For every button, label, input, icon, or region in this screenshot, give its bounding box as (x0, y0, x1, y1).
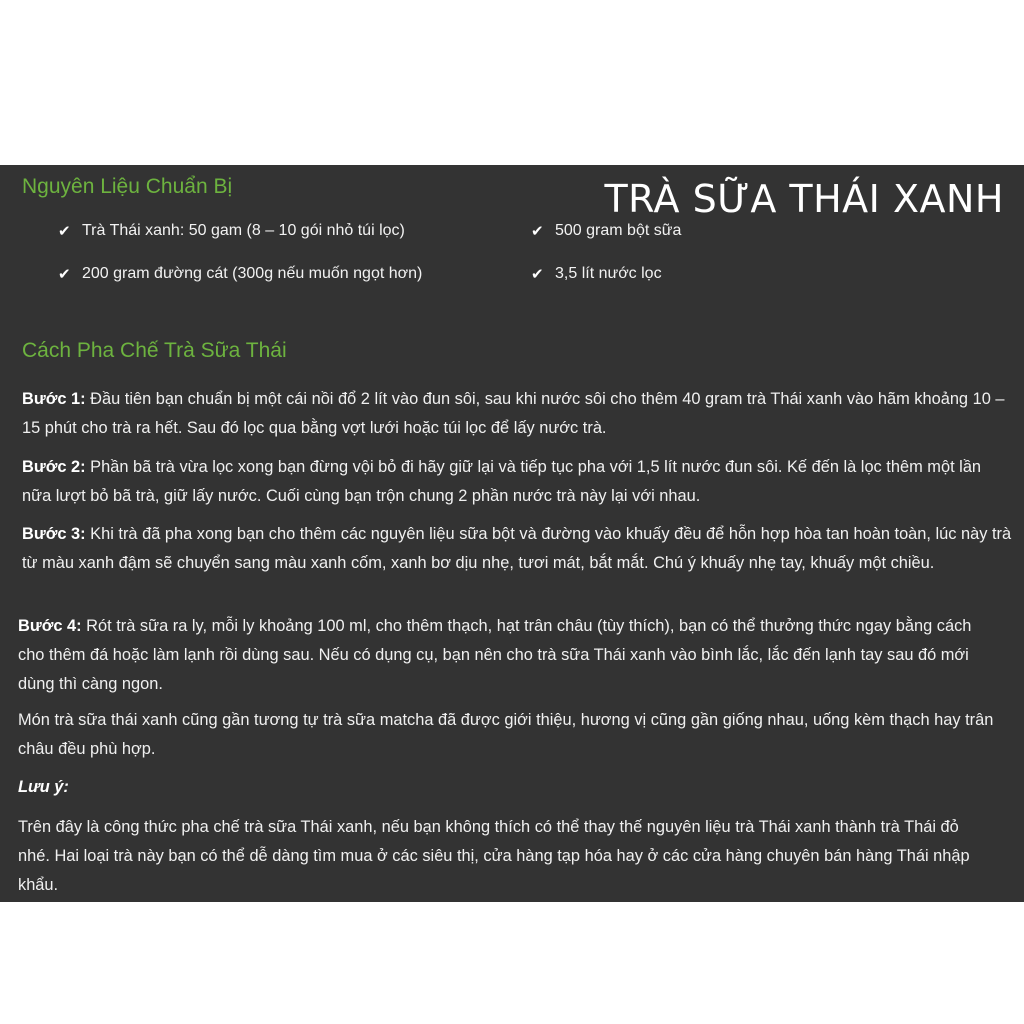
ingredient-item (58, 222, 405, 240)
step-text: Khi trà đã pha xong bạn cho thêm các nguyên liệu sữa bột và đường vào khuấy đều để hỗn hợp hòa tan hoàn toàn, lúc này trà từ màu xanh đậm sẽ chuyển sang màu xanh cốm, xanh bơ dịu nhẹ, tươi mát, bắt mắt. Chú ý khuấy nhẹ tay, khuấy một chiều. (22, 525, 1012, 572)
step-label: Bước 4: (18, 617, 82, 635)
step-label: Bước 1: (22, 390, 86, 408)
ingredients-heading: Nguyên Liệu Chuẩn Bị (22, 175, 233, 198)
check-mark-icon: ✔ (58, 265, 71, 283)
check-mark-icon: ✔ (58, 222, 71, 240)
step-label: Bước 2: (22, 458, 86, 476)
step-text: Phần bã trà vừa lọc xong bạn đừng vội bỏ đi hãy giữ lại và tiếp tục pha với 1,5 lít nước đun sôi. Kế đến là lọc thêm một lần nữa lượt bỏ bã trà, giữ lấy nước. Cuối cùng bạn trộn chung 2 phần nước trà này lại với nhau. (22, 458, 982, 505)
ingredient-item (531, 265, 662, 283)
step-text: Rót trà sữa ra ly, mỗi ly khoảng 100 ml, cho thêm thạch, hạt trân châu (tùy thích), bạn có thể thưởng thức ngay bằng cách cho thêm đá hoặc làm lạnh rồi dùng sau. Nếu có dụng cụ, bạn nên cho trà sữa Thái xanh vào bình lắc, lắc đến lạnh tay sau đó mới dùng thì càng ngon. (18, 617, 972, 693)
note-label: Lưu ý: (18, 778, 69, 796)
check-mark-icon: ✔ (531, 265, 544, 283)
recipe-panel (0, 165, 1024, 902)
ingredient-text: Trà Thái xanh: 50 gam (8 – 10 gói nhỏ túi lọc) (82, 222, 405, 239)
recipe-title: TRÀ SỮA THÁI XANH (604, 177, 1004, 221)
step-paragraph (22, 453, 1012, 511)
check-mark-icon: ✔ (531, 222, 544, 240)
ingredient-item (58, 265, 422, 283)
summary-paragraph: Món trà sữa thái xanh cũng gần tương tự trà sữa matcha đã được giới thiệu, hương vị cũng gần giống nhau, uống kèm thạch hay trân châu đều phù hợp. (18, 711, 994, 758)
note-paragraph: Trên đây là công thức pha chế trà sữa Thái xanh, nếu bạn không thích có thể thay thế nguyên liệu trà Thái xanh thành trà Thái đỏ nhé. Hai loại trà này bạn có thể dễ dàng tìm mua ở các siêu thị, cửa hàng tạp hóa hay ở các cửa hàng chuyên bán hàng Thái nhập khẩu. (18, 818, 970, 894)
step-paragraph (18, 612, 993, 699)
step-paragraph (22, 385, 1012, 443)
step-paragraph (22, 520, 1012, 578)
step-text: Đầu tiên bạn chuẩn bị một cái nồi đổ 2 lít vào đun sôi, sau khi nước sôi cho thêm 40 gram trà Thái xanh vào hãm khoảng 10 – 15 phút cho trà ra hết. Sau đó lọc qua bằng vợt lưới hoặc túi lọc để lấy nước trà. (22, 390, 1005, 437)
ingredient-text: 3,5 lít nước lọc (555, 265, 662, 282)
step-label: Bước 3: (22, 525, 86, 543)
ingredient-text: 500 gram bột sữa (555, 222, 682, 239)
ingredient-item (531, 222, 681, 240)
method-heading: Cách Pha Chế Trà Sữa Thái (22, 339, 287, 362)
ingredient-text: 200 gram đường cát (300g nếu muốn ngọt hơn) (82, 265, 423, 282)
